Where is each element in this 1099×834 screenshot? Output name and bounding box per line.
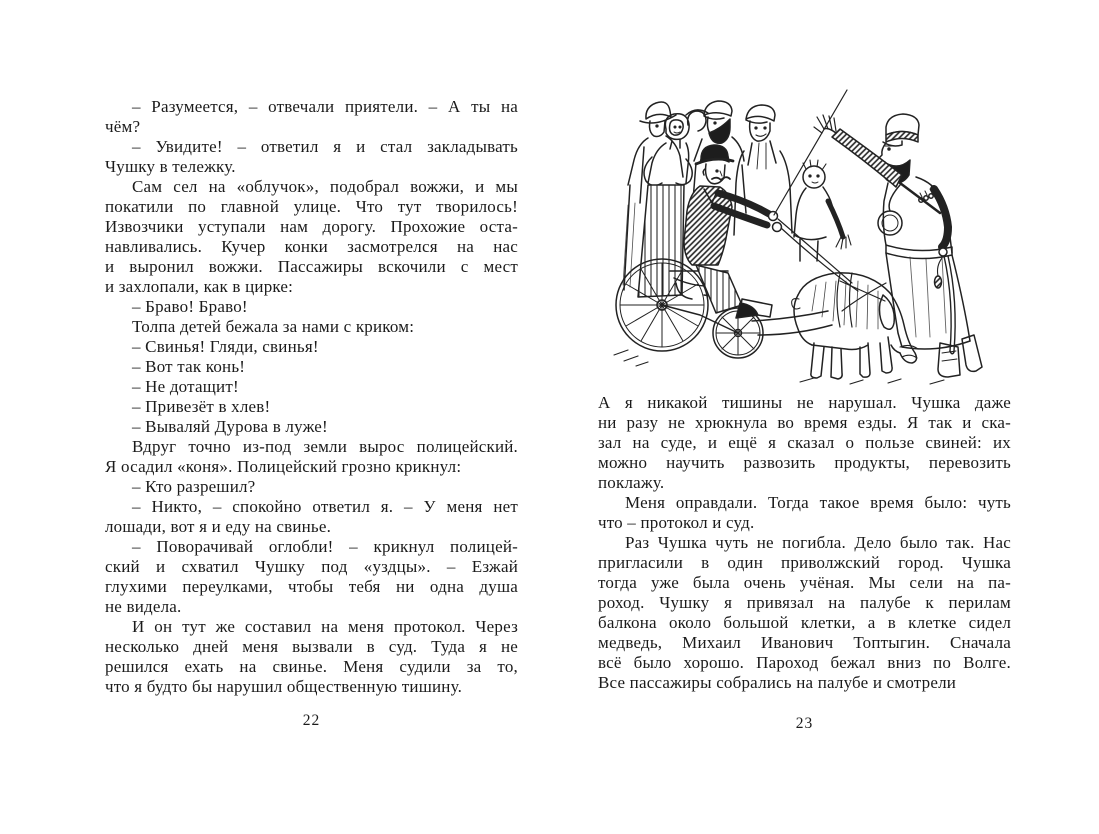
boy bbox=[794, 160, 851, 261]
page-number-left: 22 bbox=[302, 712, 321, 729]
text-line: – Никто, – спокойно ответил я. – У меня нет bbox=[132, 497, 518, 516]
text-line: медведь, Михаил Иванович Топтыгин. Сначала bbox=[598, 633, 1011, 652]
text-line: Вдруг точно из-под земли вырос полицейский. bbox=[132, 437, 518, 456]
text-line: ни разу не хрюкнула во время езды. Я так и ска- bbox=[598, 413, 1011, 432]
text-line: А я никакой тишины не нарушал. Чушка даже bbox=[598, 393, 1011, 412]
text-line: Меня оправдали. Тогда такое время было: чуть bbox=[625, 493, 1011, 512]
text-line: что – протокол и суд. bbox=[598, 513, 755, 532]
text-line: Чушку в тележку. bbox=[105, 157, 236, 176]
text-line: Сам сел на «облучок», подобрал вожжи, и мы bbox=[132, 177, 518, 196]
text-line: Я осадил «коня». Полицейский грозно крикнул: bbox=[105, 457, 462, 476]
page-left-text bbox=[105, 97, 518, 697]
text-line: поклажу. bbox=[598, 473, 665, 492]
text-line: – Кто разрешил? bbox=[132, 477, 256, 496]
text-line: Все пассажиры собрались на палубе и смотрели bbox=[598, 673, 957, 692]
pig-cart-drawing bbox=[600, 85, 1016, 388]
text-line: что я будто бы нарушил общественную тишину. bbox=[105, 677, 463, 696]
text-line: – Разумеется, – отвечали приятели. – А ты на bbox=[132, 97, 518, 116]
text-line: и выронил вожжи. Пассажиры вскочили с мест bbox=[105, 257, 518, 276]
text-line: тогда уже была очень учёная. Мы сели на па- bbox=[598, 573, 1011, 592]
text-line: чём? bbox=[105, 117, 141, 136]
text-line: можно научить развозить продукты, перевозить bbox=[598, 453, 1011, 472]
page-number-right: 23 bbox=[795, 715, 814, 732]
whip-and-reins bbox=[774, 90, 858, 291]
text-line: И он тут же составил на меня протокол. Через bbox=[132, 617, 518, 636]
text-line: всё было хорошо. Пароход бежал вниз по Волге. bbox=[598, 653, 1011, 672]
story-illustration bbox=[600, 85, 1016, 388]
text-line: зал на суде, и ещё я сказал о пользе свиней: их bbox=[598, 433, 1011, 452]
driver-in-bowler bbox=[684, 145, 782, 318]
text-line: Извозчики уступали нам дорогу. Прохожие оста- bbox=[105, 217, 518, 236]
page-right-text bbox=[598, 393, 1011, 693]
text-line: покатили по главной улице. Что тут творилось! bbox=[105, 197, 518, 216]
text-line: роход. Чушку я привязал на палубе к перилам bbox=[598, 593, 1011, 612]
text-line: – Вываляй Дурова в луже! bbox=[132, 417, 328, 436]
text-line: – Поворачивай оглобли! – крикнул полицей- bbox=[132, 537, 518, 556]
text-line: – Свинья! Гляди, свинья! bbox=[132, 337, 319, 356]
text-line: и захлопали, как в цирке: bbox=[105, 277, 294, 296]
ground-hatching bbox=[614, 350, 944, 384]
text-line: – Браво! Браво! bbox=[132, 297, 248, 316]
text-line: несколько дней меня вызвали в суд. Туда я не bbox=[105, 637, 518, 656]
text-line: навливались. Кучер конки засмотрелся на нас bbox=[105, 237, 518, 256]
text-line: лошади, вот я и еду на свинье. bbox=[105, 517, 332, 536]
policeman bbox=[814, 114, 982, 377]
text-line: – Привезёт в хлев! bbox=[132, 397, 271, 416]
text-line: – Увидите! – ответил я и стал закладывать bbox=[132, 137, 518, 156]
text-line: Раз Чушка чуть не погибла. Дело было так. Нас bbox=[625, 533, 1011, 552]
text-line: балкона около большой клетки, а в клетке сидел bbox=[598, 613, 1011, 632]
text-line: пригласили в один приволжский город. Чушка bbox=[598, 553, 1011, 572]
text-line: решился ехать на свинье. Меня судили за то, bbox=[105, 657, 518, 676]
text-line: Толпа детей бежала за нами с криком: bbox=[132, 317, 415, 336]
text-line: – Не дотащит! bbox=[132, 377, 239, 396]
text-line: – Вот так конь! bbox=[132, 357, 246, 376]
text-line: глухими переулками, чтобы тебя ни одна душа bbox=[105, 577, 518, 596]
text-line: не видела. bbox=[105, 597, 182, 616]
text-line: ский и схватил Чушку под «уздцы». – Езжай bbox=[105, 557, 518, 576]
